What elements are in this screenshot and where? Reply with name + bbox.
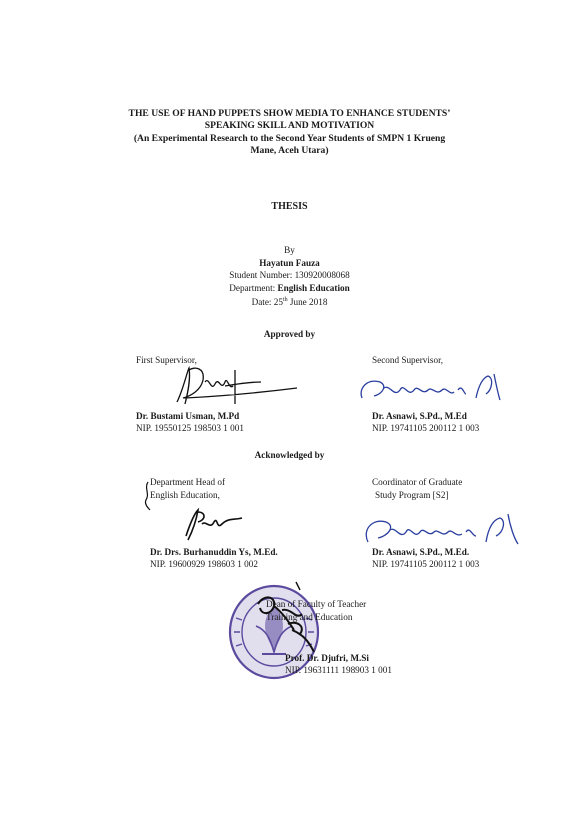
author-name: Hayatun Fauza — [259, 257, 320, 268]
dean-role — [266, 598, 366, 623]
department-head-mark — [140, 478, 160, 512]
thesis-title — [0, 108, 579, 158]
second-supervisor-name: Dr. Asnawi, S.Pd., M.Ed — [372, 411, 467, 421]
first-supervisor-name: Dr. Bustami Usman, M.Pd — [136, 411, 240, 421]
title-line-3: (An Experimental Research to the Second Year Students of SMPN 1 Krueng — [133, 132, 446, 144]
date-line — [0, 294, 579, 309]
title-line-4: Mane, Aceh Utara) — [250, 145, 329, 157]
department-head-role — [150, 476, 225, 501]
department-head-nip: NIP. 19600929 198603 1 002 — [150, 559, 258, 569]
coordinator-role — [372, 476, 462, 501]
approved-heading: Approved by — [263, 329, 316, 339]
department-value: English Education — [277, 282, 350, 293]
department-head-signature — [176, 506, 246, 542]
first-supervisor-nip: NIP. 19550125 198503 1 001 — [136, 423, 244, 433]
date-prefix: Date: 25 — [251, 297, 283, 308]
dean-name: Prof. Dr. Djufri, M.Si — [285, 653, 369, 663]
coordinator-nip: NIP. 19741105 200112 1 003 — [372, 559, 480, 569]
doc-type: THESIS — [271, 201, 308, 212]
first-supervisor-signature — [165, 362, 305, 412]
second-supervisor-nip: NIP. 19741105 200112 1 003 — [372, 423, 480, 433]
coordinator-name: Dr. Asnawi, S.Pd., M.Ed. — [372, 547, 470, 557]
second-supervisor-signature — [354, 364, 514, 410]
title-line-1: THE USE OF HAND PUPPETS SHOW MEDIA TO ENHANCE STUDENTS’ — [128, 108, 451, 119]
author-block — [0, 244, 579, 309]
department-head-name: Dr. Drs. Burhanuddin Ys, M.Ed. — [150, 547, 278, 557]
first-supervisor-role: First Supervisor, — [136, 355, 197, 365]
by-label: By — [284, 245, 295, 255]
department-head-role-line-2: English Education, — [150, 489, 220, 500]
coordinator-role-line-2: Study Program [S2] — [375, 489, 449, 500]
dean-role-line-1: Dean of Faculty of Teacher — [266, 599, 367, 609]
department-head-role-line-1: Department Head of — [150, 477, 225, 487]
department-line — [0, 282, 579, 295]
date-suffix: June 2018 — [287, 297, 328, 308]
title-line-2: SPEAKING SKILL AND MOTIVATION — [204, 120, 375, 132]
date-sup: th — [282, 297, 288, 304]
acknowledged-heading: Acknowledged by — [254, 450, 325, 460]
department-prefix: Department: — [229, 282, 278, 293]
second-supervisor-role: Second Supervisor, — [372, 355, 444, 365]
student-number: Student Number: 130920008068 — [229, 270, 350, 281]
coordinator-role-line-1: Coordinator of Graduate — [372, 477, 463, 487]
dean-role-line-2: Training and Education — [266, 611, 353, 622]
dean-nip: NIP. 19631111 198903 1 001 — [285, 665, 392, 675]
